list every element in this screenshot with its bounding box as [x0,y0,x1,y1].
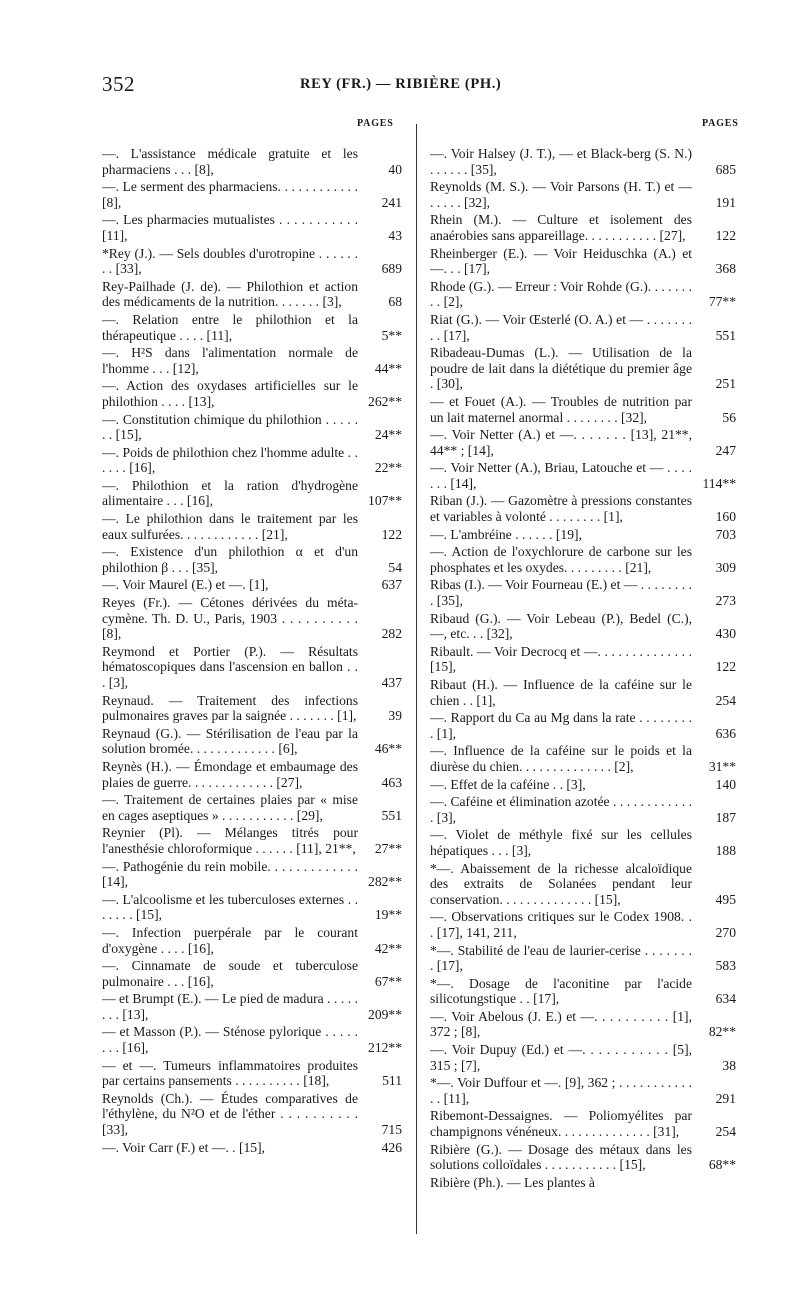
entry-page: 191 [715,194,736,210]
index-entry [102,212,402,243]
entry-page: 82** [708,1024,736,1040]
index-entry [102,859,402,890]
index-entry [430,1175,742,1191]
entry-text: *—. Voir Duffour et —. [9], 362 ; . . . . . . . . . . . . . [11], [430,1075,692,1106]
entry-page: 140 [715,776,736,792]
entry-page: 241 [381,194,402,210]
index-entry [430,1108,742,1139]
entry-text: —. Poids de philothion chez l'homme adulte . . . . . . [16], [102,444,358,476]
entry-text: Rheinberger (E.). — Voir Heiduschka (A.) et —. . . [17], [430,245,692,277]
entry-page: 247 [715,442,736,458]
index-entry [430,179,742,210]
page-header [0,72,800,102]
entry-text: —. Constitution chimique du philothion . . . . . . . [15], [102,411,358,443]
entry-page: 44** [374,360,402,376]
entry-text: —. Le philothion dans le traitement par les eaux sulfurées. . . . . . . . . . . . [21], [102,511,358,542]
index-entry [430,312,742,343]
index-entry [102,345,402,376]
entry-text: Reymond et Portier (P.). — Résultats hématoscopiques dans l'ascension en ballon . . . [3], [102,643,358,690]
entry-page: 551 [715,327,736,343]
index-entry [430,577,742,608]
entry-text: Rey-Pailhade (J. de). — Philothion et action des médicaments de la nutrition. . . . . . . [3], [102,278,358,310]
entry-text: Riat (G.). — Voir Œsterlé (O. A.) et — . . . . . . . . . [17], [430,311,692,343]
index-entry [102,279,402,310]
index-entry [430,1142,742,1173]
entry-text: Ribaut (H.). — Influence de la caféine sur le chien . . [1], [430,677,692,708]
index-entry [102,246,402,277]
entry-text: —. Traitement de certaines plaies par « mise en cages aseptiques » . . . . . . . . . . . [29], [102,792,358,823]
entry-page: 703 [715,526,736,542]
index-entry [430,827,742,858]
index-entry [430,794,742,825]
entry-page: 56 [722,409,736,425]
entry-page: 430 [715,626,736,642]
entry-page: 270 [715,924,736,940]
entry-page: 426 [381,1139,402,1155]
entry-text: —. Rapport du Ca au Mg dans la rate . . . . . . . . . [1], [430,710,692,741]
entry-page: 251 [715,376,736,392]
entry-page: 24** [374,427,402,443]
entry-text: —. Influence de la caféine sur le poids et la diurèse du chien. . . . . . . . . . . . . . [2], [430,743,692,774]
entry-text: —. L'assistance médicale gratuite et les pharmaciens . . . [8], [102,146,358,177]
entry-text: —. Voir Netter (A.), Briau, Latouche et — . . . . . . . [14], [430,460,692,491]
index-entry [102,644,402,691]
entry-page: 39 [388,708,402,724]
running-head: REY (FR.) — RIBIÈRE (PH.) [300,76,502,92]
index-entry [430,544,742,575]
entry-page: 637 [381,577,402,593]
index-entry [430,909,742,940]
index-entry [102,146,402,177]
entry-page: 188 [715,842,736,858]
entry-page: 583 [715,958,736,974]
index-entry [102,759,402,790]
entry-page: 43 [388,227,402,243]
entry-text: —. Cinnamate de soude et tuberculose pulmonaire . . . [16], [102,958,358,989]
entry-text: *—. Stabilité de l'eau de laurier-cerise . . . . . . . . [17], [430,942,692,974]
index-entry [430,427,742,458]
entry-text: —. Existence d'un philothion α et d'un philothion β . . . [35], [102,544,358,575]
index-entry [430,777,742,793]
entry-page: 511 [382,1073,402,1089]
index-entry [430,246,742,277]
index-entry [430,976,742,1007]
index-entry [430,1042,742,1073]
entry-page: 209** [368,1006,402,1022]
entry-page: 68 [388,294,402,310]
index-entry [102,445,402,476]
entry-text: —. Philothion et la ration d'hydrogène alimentaire . . . [16], [102,477,358,509]
index-entry [430,279,742,310]
entry-text: Reynaud (G.). — Stérilisation de l'eau par la solution bromée. . . . . . . . . . . . . [6], [102,725,358,757]
entry-page: 551 [381,807,402,823]
entry-page: 685 [715,161,736,177]
entry-text: —. Voir Carr (F.) et —. . [15], [102,1139,266,1155]
index-entry [102,1140,402,1156]
index-entry [430,394,742,425]
entry-text: —. Voir Netter (A.) et —. . . . . . . [13], 21**, 44** ; [14], [430,427,692,458]
entry-text: — et Masson (P.). — Sténose pylorique . . . . . . . . [16], [102,1024,358,1056]
entry-text: —. L'alcoolisme et les tuberculoses externes . . . . . . . [15], [102,891,358,923]
entry-text: —. Action de l'oxychlorure de carbone sur les phosphates et les oxydes. . . . . . . . . [21], [430,544,692,575]
index-entry [430,710,742,741]
index-entry [102,892,402,923]
entry-page: 309 [715,559,736,575]
entry-text: Reynier (Pl). — Mélanges titrés pour l'anesthésie chloroformique . . . . . . [11], 21**, [102,825,358,856]
entry-page: 368 [715,261,736,277]
entry-text: Reynolds (M. S.). — Voir Parsons (H. T.) et — . . . . . [32], [430,179,692,210]
entry-text: Rhein (M.). — Culture et isolement des anaérobies sans appareillage. . . . . . . . . . . [27], [430,212,692,243]
column-divider [416,124,417,1234]
entry-text: —. Observations critiques sur le Codex 1908. . . [17], 141, 211, [430,909,692,940]
entry-text: Ribas (I.). — Voir Fourneau (E.) et — . . . . . . . . . [35], [430,577,692,609]
index-entry [102,478,402,509]
entry-page: 19** [374,907,402,923]
entry-page: 122 [381,526,402,542]
entry-page: 437 [381,675,402,690]
entry-page: 54 [388,559,402,575]
index-entry [102,693,402,724]
entry-text: Ribière (Ph.). — Les plantes à [430,1174,595,1190]
entry-text: — et —. Tumeurs inflammatoires produites par certains pansements . . . . . . . . . . [18], [102,1057,358,1089]
entry-text: —. Voir Abelous (J. E.) et —. . . . . . . . . . [1], 372 ; [8], [430,1008,692,1040]
entry-page: 27** [374,840,402,856]
entry-text: *Rey (J.). — Sels doubles d'urotropine . . . . . . . . [33], [102,245,358,277]
entry-text: Ribault. — Voir Decrocq et —. . . . . . . . . . . . . . [15], [430,643,692,675]
entry-page: 634 [715,991,736,1007]
entry-page: 254 [715,1124,736,1140]
entry-text: Ribadeau-Dumas (L.). — Utilisation de la poudre de lait dans la diététique du premier âge . [30], [430,345,692,392]
entry-page: 67** [374,973,402,989]
entry-page: 636 [715,725,736,741]
entry-page: 38 [722,1057,736,1073]
entry-page: 273 [715,593,736,609]
entry-text: —. Caféine et élimination azotée . . . . . . . . . . . . . [3], [430,794,692,825]
entry-page: 68** [708,1157,736,1173]
entry-text: Reynolds (Ch.). — Études comparatives de l'éthylène, du N²O et de l'éther . . . . . . . . . . [33], [102,1090,358,1138]
index-entry [102,825,402,856]
entry-page: 282 [381,626,402,642]
entry-page: 122 [715,659,736,675]
entry-text: —. Action des oxydases artificielles sur le philothion . . . . [13], [102,378,358,409]
entry-page: 77** [708,294,736,310]
entry-text: — et Fouet (A.). — Troubles de nutrition par un lait maternel anormal . . . . . . . . [32], [430,393,692,425]
index-entry [102,595,402,642]
entry-text: —. Le serment des pharmaciens. . . . . . . . . . . . [8], [102,179,358,210]
entry-page: 254 [715,692,736,708]
index-entry [430,611,742,642]
entry-text: —. Effet de la caféine . . [3], [430,776,586,792]
entry-text: *—. Dosage de l'aconitine par l'acide silicotungstique . . [17], [430,975,692,1007]
entry-page: 212** [368,1040,402,1056]
entry-text: Reynès (H.). — Émondage et embaumage des plaies de guerre. . . . . . . . . . . . . [27], [102,758,358,790]
index-entry [102,726,402,757]
index-entry [430,345,742,392]
entry-page: 187 [715,809,736,825]
entry-text: —. Voir Halsey (J. T.), — et Black-berg (S. N.) . . . . . . [35], [430,146,692,177]
index-entry [102,792,402,823]
index-entry [102,991,402,1022]
entry-text: Riban (J.). — Gazomètre à pressions constantes et variables à volonté . . . . . . . . [1], [430,493,692,525]
entry-page: 5** [381,327,402,343]
entry-text: Ribaud (G.). — Voir Lebeau (P.), Bedel (C.), —, etc. . . [32], [430,610,692,642]
left-entry-list [102,146,402,1157]
entry-page: 160 [715,509,736,525]
index-entry [430,493,742,524]
entry-text: Rhode (G.). — Erreur : Voir Rohde (G.). . . . . . . . . [2], [430,278,692,310]
index-entry [102,544,402,575]
entry-text: *—. Abaissement de la richesse alcaloïdique des extraits de Solanées pendant leur conservation. . . . . . . . . . . . . . [15], [430,860,692,907]
pages-column-label-right: PAGES [702,118,739,129]
pages-column-label-left: PAGES [357,118,394,129]
entry-text: —. Voir Dupuy (Ed.) et —. . . . . . . . . . . [5], 315 ; [7], [430,1042,692,1073]
index-entry [102,378,402,409]
index-entry [430,527,742,543]
index-entry [430,943,742,974]
index-entry [102,412,402,443]
index-entry [430,460,742,491]
entry-text: —. Violet de méthyle fixé sur les cellules hépatiques . . . [3], [430,827,692,858]
index-entry [430,1075,742,1106]
entry-page: 495 [715,891,736,907]
entry-page: 22** [374,460,402,476]
entry-page: 463 [381,774,402,790]
entry-text: —. Infection puerpérale par le courant d'oxygène . . . . [16], [102,924,358,956]
entry-page: 40 [388,161,402,177]
index-entry [430,861,742,908]
index-entry [430,146,742,177]
page-number: 352 [102,72,135,96]
entry-text: —. Pathogénie du rein mobile. . . . . . . . . . . . . [14], [102,858,358,890]
index-entry [102,958,402,989]
entry-page: 689 [381,261,402,277]
index-entry [102,312,402,343]
index-entry [102,925,402,956]
index-entry [102,511,402,542]
entry-text: —. Voir Maurel (E.) et —. [1], [102,577,269,593]
entry-page: 122 [715,227,736,243]
entry-text: —. Les pharmacies mutualistes . . . . . . . . . . . [11], [102,212,358,243]
entry-text: —. L'ambréine . . . . . . [19], [430,526,582,542]
entry-text: —. Relation entre le philothion et la thérapeutique . . . . [11], [102,311,358,343]
entry-page: 715 [381,1122,402,1138]
index-entry [430,644,742,675]
entry-page: 282** [368,874,402,890]
index-entry [430,743,742,774]
index-entry [102,179,402,210]
entry-text: —. H²S dans l'alimentation normale de l'homme . . . [12], [102,345,358,376]
entry-page: 46** [374,741,402,757]
index-entry [102,577,402,593]
entry-text: Ribemont-Dessaignes. — Poliomyélites par champignons vénéneux. . . . . . . . . . . . . . [31], [430,1108,692,1140]
entry-text: — et Brumpt (E.). — Le pied de madura . . . . . . . . [13], [102,991,358,1022]
index-entry [430,1009,742,1040]
index-entry [430,677,742,708]
entry-text: Ribière (G.). — Dosage des métaux dans les solutions colloïdales . . . . . . . . . . . [15], [430,1141,692,1173]
entry-page: 262** [368,393,402,409]
entry-page: 31** [708,758,736,774]
index-entry [102,1058,402,1089]
right-entry-list [430,146,742,1192]
entry-page: 42** [374,940,402,956]
entry-text: Reyes (Fr.). — Cétones dérivées du méta-cymène. Th. D. U., Paris, 1903 . . . . . . . . . . [8], [102,595,358,642]
index-entry [430,212,742,243]
entry-page: 114** [702,475,736,491]
entry-page: 291 [715,1090,736,1106]
index-entry [102,1024,402,1055]
index-entry [102,1091,402,1138]
entry-page: 107** [368,493,402,509]
entry-text: Reynaud. — Traitement des infections pulmonaires graves par la saignée . . . . . . . [1], [102,692,358,724]
